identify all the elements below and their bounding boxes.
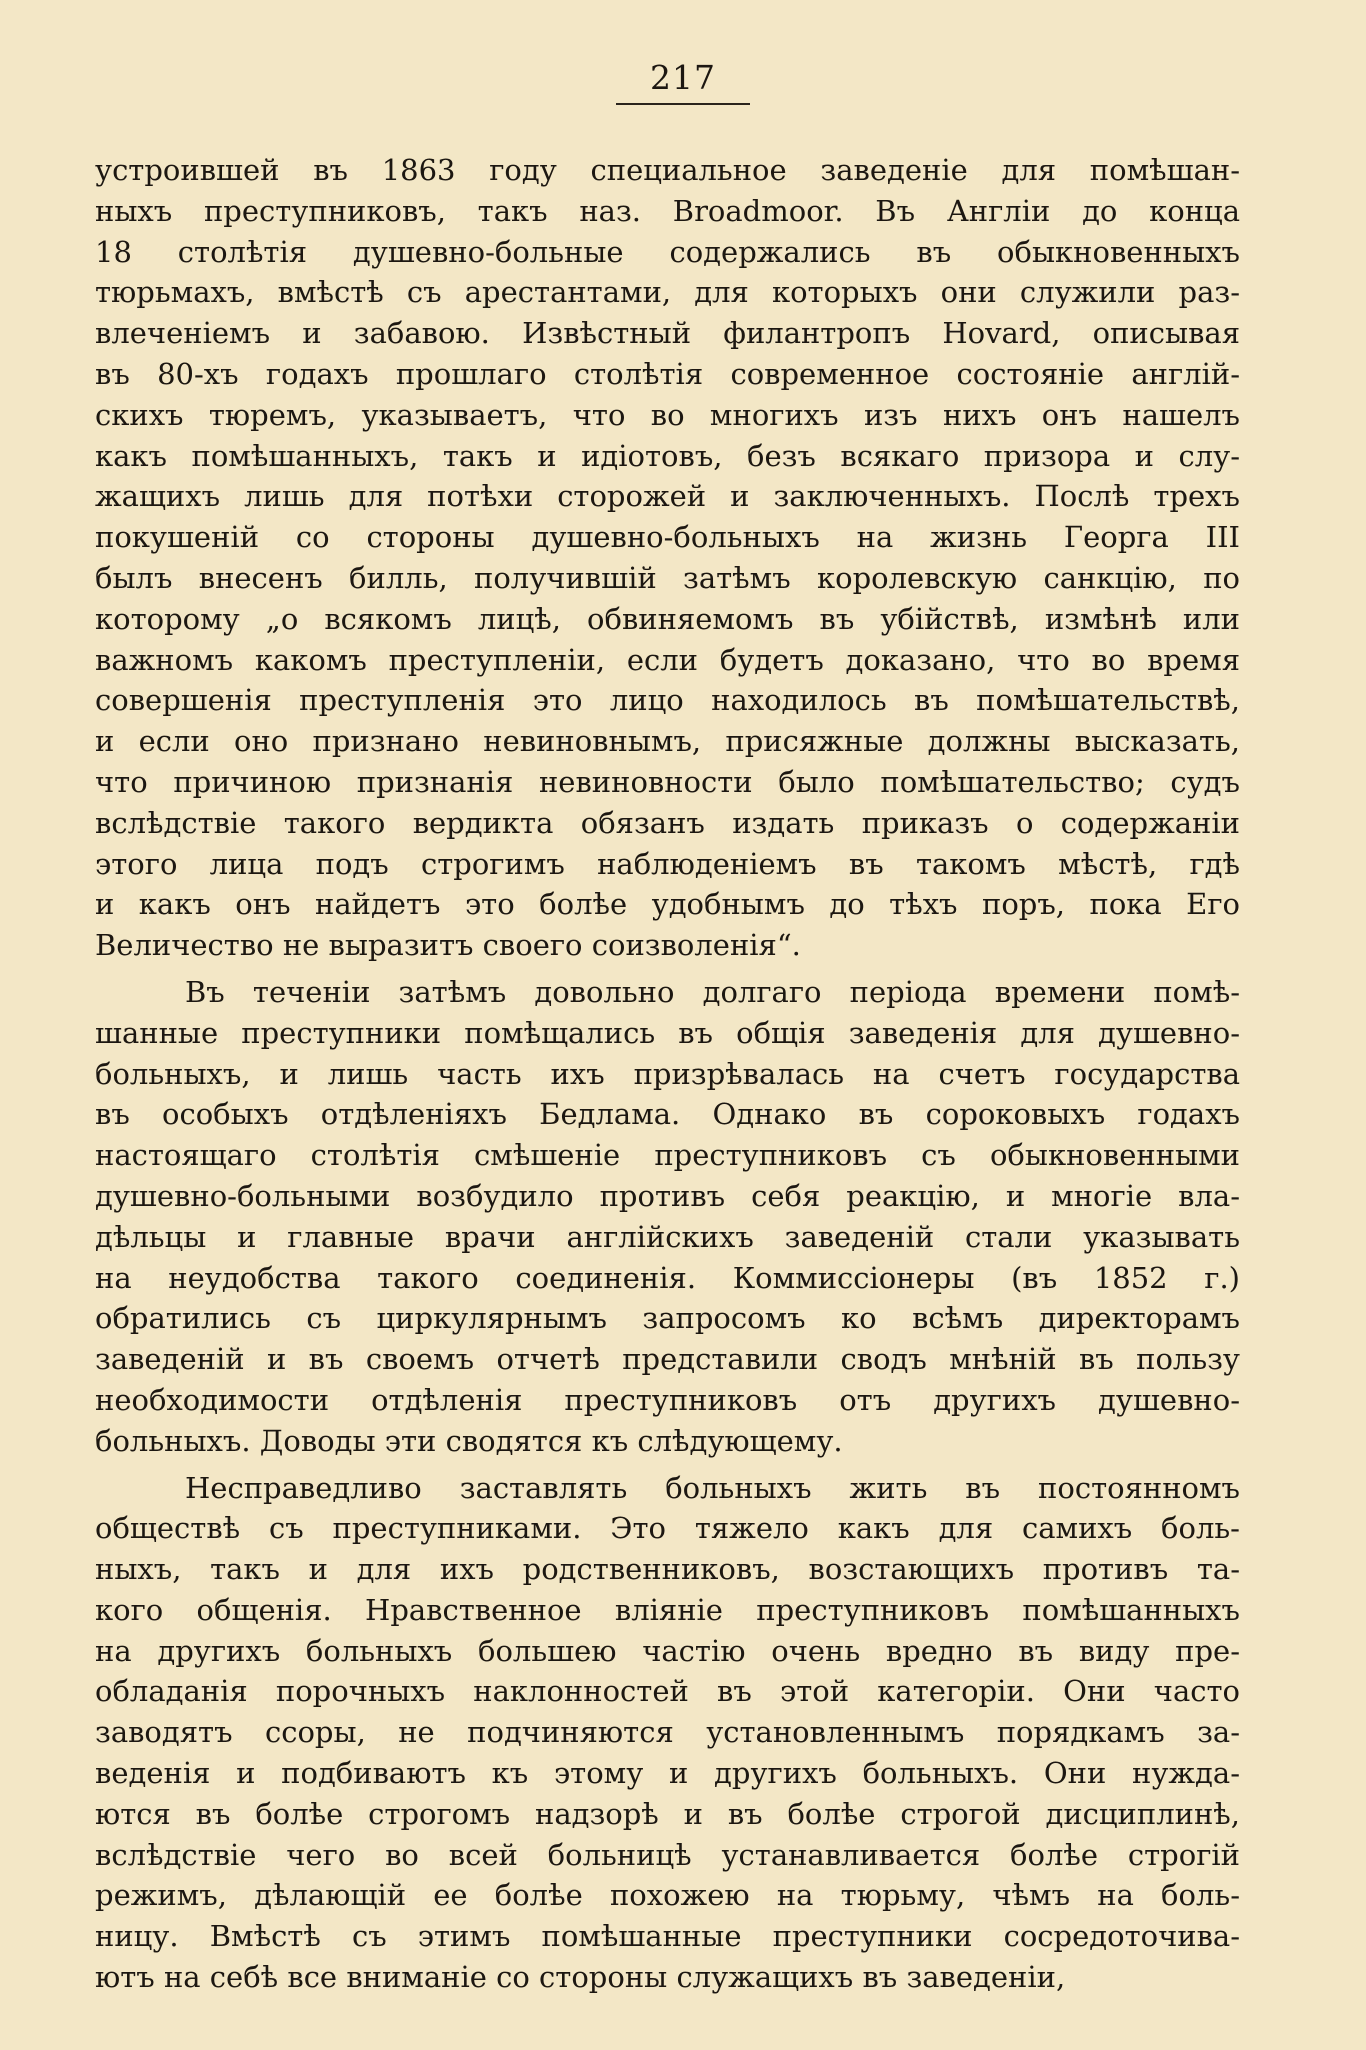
text-line: важномъ какомъ преступленіи, если будетъ доказано, что во время — [95, 642, 1240, 677]
text-line: обладанія порочныхъ наклонностей въ этой категоріи. Они часто — [95, 1674, 1240, 1709]
text-line: кого общенія. Нравственное вліяніе преступниковъ помѣшанныхъ — [95, 1592, 1240, 1627]
text-line: дѣльцы и главные врачи англійскихъ заведеній стали указывать — [95, 1219, 1240, 1254]
text-line: ныхъ, такъ и для ихъ родственниковъ, возстающихъ противъ та- — [95, 1552, 1240, 1587]
text-line: шанные преступники помѣщались въ общія заведенія для душевно- — [95, 1015, 1240, 1050]
text-line: 18 столѣтія душевно-больные содержались въ обыкновенныхъ — [95, 234, 1240, 269]
text-line: скихъ тюремъ, указываетъ, что во многихъ изъ нихъ онъ нашелъ — [95, 397, 1240, 432]
text-line: на неудобства такого соединенія. Коммиссіонеры (въ 1852 г.) — [95, 1260, 1240, 1295]
text-line: покушеній со стороны душевно-больныхъ на жизнь Георга III — [95, 520, 1240, 555]
text-line: обратились съ циркулярнымъ запросомъ ко всѣмъ директорамъ — [95, 1301, 1240, 1336]
text-line: режимъ, дѣлающій ее болѣе похожею на тюрьму, чѣмъ на боль- — [95, 1878, 1240, 1913]
text-line: вслѣдствіе чего во всей больницѣ устанавливается болѣе строгій — [95, 1837, 1240, 1872]
text-line: заводятъ ссоры, не подчиняются установленнымъ порядкамъ за- — [95, 1715, 1240, 1750]
text-line: обществѣ съ преступниками. Это тяжело какъ для самихъ боль- — [95, 1511, 1240, 1546]
text-line: что причиною признанія невиновности было помѣшательство; судъ — [95, 764, 1240, 799]
paragraph — [95, 972, 1240, 1462]
text-line: ютъ на себѣ все вниманіе со стороны служащихъ въ заведеніи, — [95, 1960, 1066, 1995]
text-line: Величество не выразитъ своего соизволенія“. — [95, 928, 801, 963]
text-line: въ 80-хъ годахъ прошлаго столѣтія современное состояніе англій- — [95, 356, 1240, 391]
text-line: этого лица подъ строгимъ наблюденіемъ въ такомъ мѣстѣ, гдѣ — [95, 846, 1240, 881]
text-line: веденія и подбиваютъ къ этому и другихъ больныхъ. Они нужда- — [95, 1756, 1240, 1791]
text-line: вслѣдствіе такого вердикта обязанъ издать приказъ о содержаніи — [95, 805, 1240, 840]
text-line: Въ теченіи затѣмъ довольно долгаго періода времени помѣ- — [185, 974, 1240, 1009]
page-number: 217 — [650, 58, 716, 97]
text-line: совершенія преступленія это лицо находилось въ помѣшательствѣ, — [95, 683, 1240, 718]
text-line: и если оно признано невиновнымъ, присяжные должны высказать, — [95, 724, 1240, 759]
text-line: ницу. Вмѣстѣ съ этимъ помѣшанные преступники сосредоточива- — [95, 1919, 1240, 1954]
text-line: душевно-больными возбудило противъ себя реакцію, и многіе вла- — [95, 1178, 1240, 1213]
text-line: необходимости отдѣленія преступниковъ отъ другихъ душевно- — [95, 1382, 1240, 1417]
text-line: больныхъ. Доводы эти сводятся къ слѣдующему. — [95, 1423, 843, 1458]
header-rule — [616, 103, 750, 105]
paragraph — [95, 150, 1240, 966]
text-line: заведеній и въ своемъ отчетѣ представили сводъ мнѣній въ пользу — [95, 1342, 1240, 1377]
text-line: на другихъ больныхъ большею частію очень вредно въ виду пре- — [95, 1633, 1240, 1668]
text-line: былъ внесенъ билль, получившій затѣмъ королевскую санкцію, по — [95, 560, 1240, 595]
text-line: ныхъ преступниковъ, такъ наз. Broadmoor. Въ Англіи до конца — [95, 193, 1240, 228]
text-line: въ особыхъ отдѣленіяхъ Бедлама. Однако въ сороковыхъ годахъ — [95, 1097, 1240, 1132]
text-line: больныхъ, и лишь часть ихъ призрѣвалась на счетъ государства — [95, 1056, 1240, 1091]
text-line: какъ помѣшанныхъ, такъ и идіотовъ, безъ всякаго призора и слу- — [95, 438, 1240, 473]
text-line: настоящаго столѣтія смѣшеніе преступниковъ съ обыкновенными — [95, 1138, 1240, 1173]
text-line: влеченіемъ и забавою. Извѣстный филантропъ Hovard, описывая — [95, 316, 1240, 351]
text-line: Несправедливо заставлять больныхъ жить въ постоянномъ — [185, 1470, 1240, 1505]
text-line: ются въ болѣе строгомъ надзорѣ и въ болѣе строгой дисциплинѣ, — [95, 1796, 1240, 1831]
body-text — [95, 150, 1240, 1998]
text-line: и какъ онъ найдетъ это болѣе удобнымъ до тѣхъ поръ, пока Его — [95, 887, 1240, 922]
text-line: тюрьмахъ, вмѣстѣ съ арестантами, для которыхъ они служили раз- — [95, 275, 1240, 310]
text-line: жащихъ лишь для потѣхи сторожей и заключенныхъ. Послѣ трехъ — [95, 479, 1240, 514]
text-line: устроившей въ 1863 году специальное заведеніе для помѣшан- — [95, 153, 1240, 187]
paragraph — [95, 1468, 1240, 1998]
text-line: которому „о всякомъ лицѣ, обвиняемомъ въ убійствѣ, измѣнѣ или — [95, 601, 1240, 636]
